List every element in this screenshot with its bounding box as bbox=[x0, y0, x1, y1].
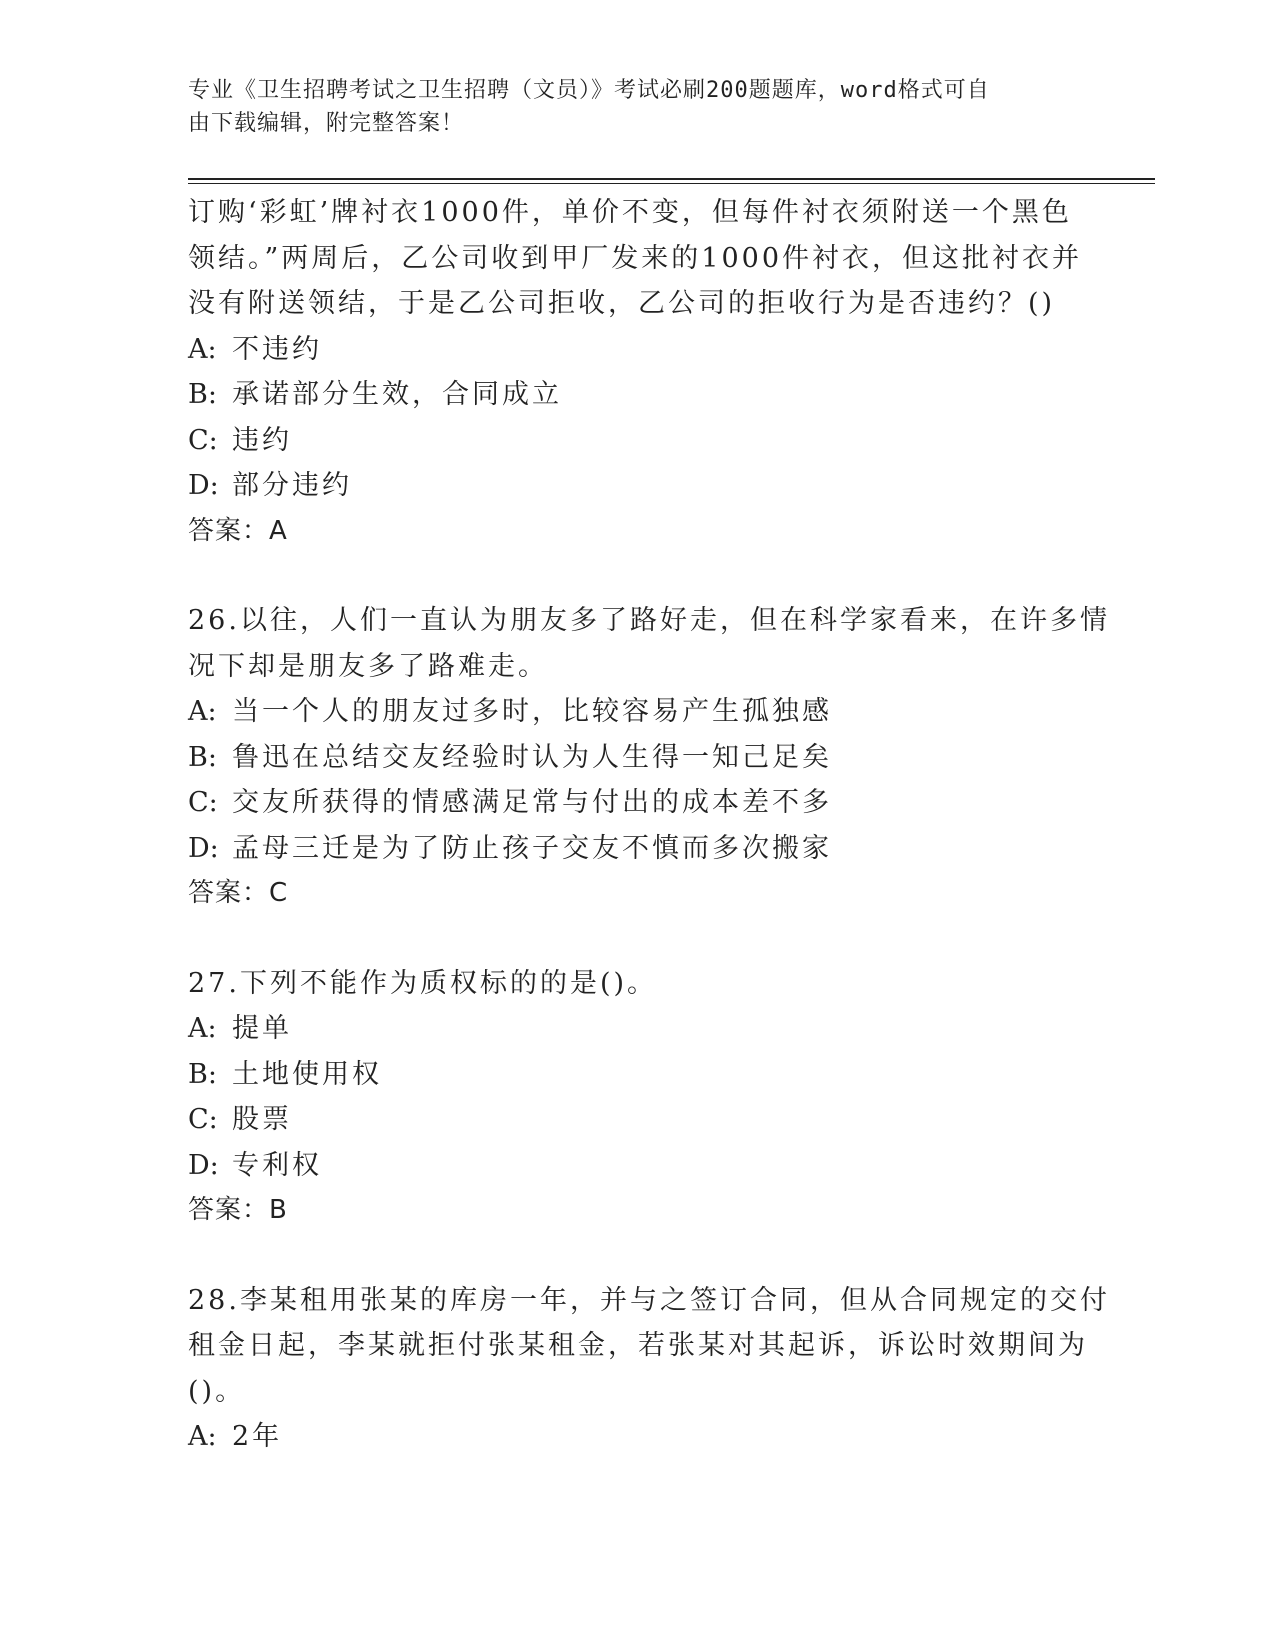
option-text: 鲁迅在总结交友经验时认为人生得一知己足矣 bbox=[232, 741, 832, 773]
option-b bbox=[188, 372, 1088, 418]
option-text: 交友所获得的情感满足常与付出的成本差不多 bbox=[232, 787, 832, 818]
option-c bbox=[188, 1097, 1088, 1143]
option-letter: D: bbox=[188, 470, 219, 501]
question-spacer bbox=[188, 917, 1088, 961]
option-text: 专利权 bbox=[232, 1149, 322, 1181]
option-letter: C: bbox=[188, 1104, 218, 1135]
option-letter: A: bbox=[188, 696, 217, 727]
question-text-line: ()。 bbox=[188, 1375, 246, 1407]
option-text: 提单 bbox=[232, 1013, 292, 1044]
option-text: 股票 bbox=[232, 1104, 292, 1135]
question-27 bbox=[188, 961, 1088, 1234]
option-a bbox=[188, 689, 1088, 735]
option-text: 承诺部分生效，合同成立 bbox=[232, 379, 562, 410]
option-text: 孟母三迁是为了防止孩子交友不慎而多次搬家 bbox=[232, 832, 832, 864]
question-text-line: 26.以往，人们一直认为朋友多了路好走，但在科学家看来，在许多情 bbox=[188, 605, 1110, 636]
option-b bbox=[188, 1052, 1088, 1098]
answer-line: 答案：C bbox=[188, 878, 289, 908]
option-d bbox=[188, 463, 1088, 509]
answer-line: 答案：B bbox=[188, 1195, 288, 1225]
option-d bbox=[188, 1143, 1088, 1189]
option-text: 部分违约 bbox=[232, 470, 352, 501]
question-text-line: 没有附送领结，于是乙公司拒收，乙公司的拒收行为是否违约？() bbox=[188, 288, 1056, 319]
question-text-line: 订购‘彩虹’牌衬衣1000件，单价不变，但每件衬衣须附送一个黑色 bbox=[188, 197, 1072, 228]
option-letter: C: bbox=[188, 787, 218, 818]
question-list bbox=[188, 190, 1110, 1460]
option-letter: B: bbox=[188, 379, 217, 410]
question-spacer bbox=[188, 1234, 1088, 1278]
question-text-line: 况下却是朋友多了路难走。 bbox=[188, 650, 548, 682]
question-text-line: 27.下列不能作为质权标的的是()。 bbox=[188, 967, 658, 999]
option-letter: B: bbox=[188, 1058, 217, 1090]
option-text: 当一个人的朋友过多时，比较容易产生孤独感 bbox=[232, 696, 832, 727]
option-c bbox=[188, 418, 1088, 464]
option-text: 违约 bbox=[232, 424, 292, 456]
header-divider-thin bbox=[188, 183, 1155, 184]
question-25 bbox=[188, 190, 1088, 554]
option-text: 土地使用权 bbox=[232, 1058, 382, 1090]
option-letter: C: bbox=[188, 424, 218, 456]
header-line-2: 由下载编辑，附完整答案！ bbox=[188, 111, 465, 136]
option-a bbox=[188, 327, 1088, 373]
question-text-line: 领结。”两周后，乙公司收到甲厂发来的1000件衬衣，但这批衬衣并 bbox=[188, 242, 1083, 274]
option-text: 2年 bbox=[232, 1421, 283, 1452]
question-text-line: 28.李某租用张某的库房一年，并与之签订合同，但从合同规定的交付 bbox=[188, 1284, 1110, 1316]
question-spacer bbox=[188, 554, 1088, 598]
option-a bbox=[188, 1414, 1088, 1460]
option-letter: A: bbox=[188, 1013, 217, 1044]
question-text-line: 租金日起，李某就拒付张某租金，若张某对其起诉，诉讼时效期间为 bbox=[188, 1330, 1088, 1361]
option-letter: D: bbox=[188, 1149, 219, 1181]
document-header bbox=[188, 74, 1068, 140]
question-26 bbox=[188, 598, 1110, 917]
option-text: 不违约 bbox=[232, 333, 322, 365]
header-line-1: 专业《卫生招聘考试之卫生招聘（文员）》考试必刷200题题库，word格式可自 bbox=[188, 78, 990, 103]
question-28 bbox=[188, 1278, 1110, 1460]
option-letter: A: bbox=[188, 333, 217, 365]
option-a bbox=[188, 1006, 1088, 1052]
option-letter: B: bbox=[188, 741, 217, 773]
header-divider-thick bbox=[188, 178, 1155, 180]
option-letter: A: bbox=[188, 1421, 217, 1452]
option-d bbox=[188, 826, 1088, 872]
answer-line: 答案：A bbox=[188, 515, 288, 546]
option-c bbox=[188, 780, 1088, 826]
option-letter: D: bbox=[188, 832, 219, 864]
option-b bbox=[188, 735, 1088, 781]
